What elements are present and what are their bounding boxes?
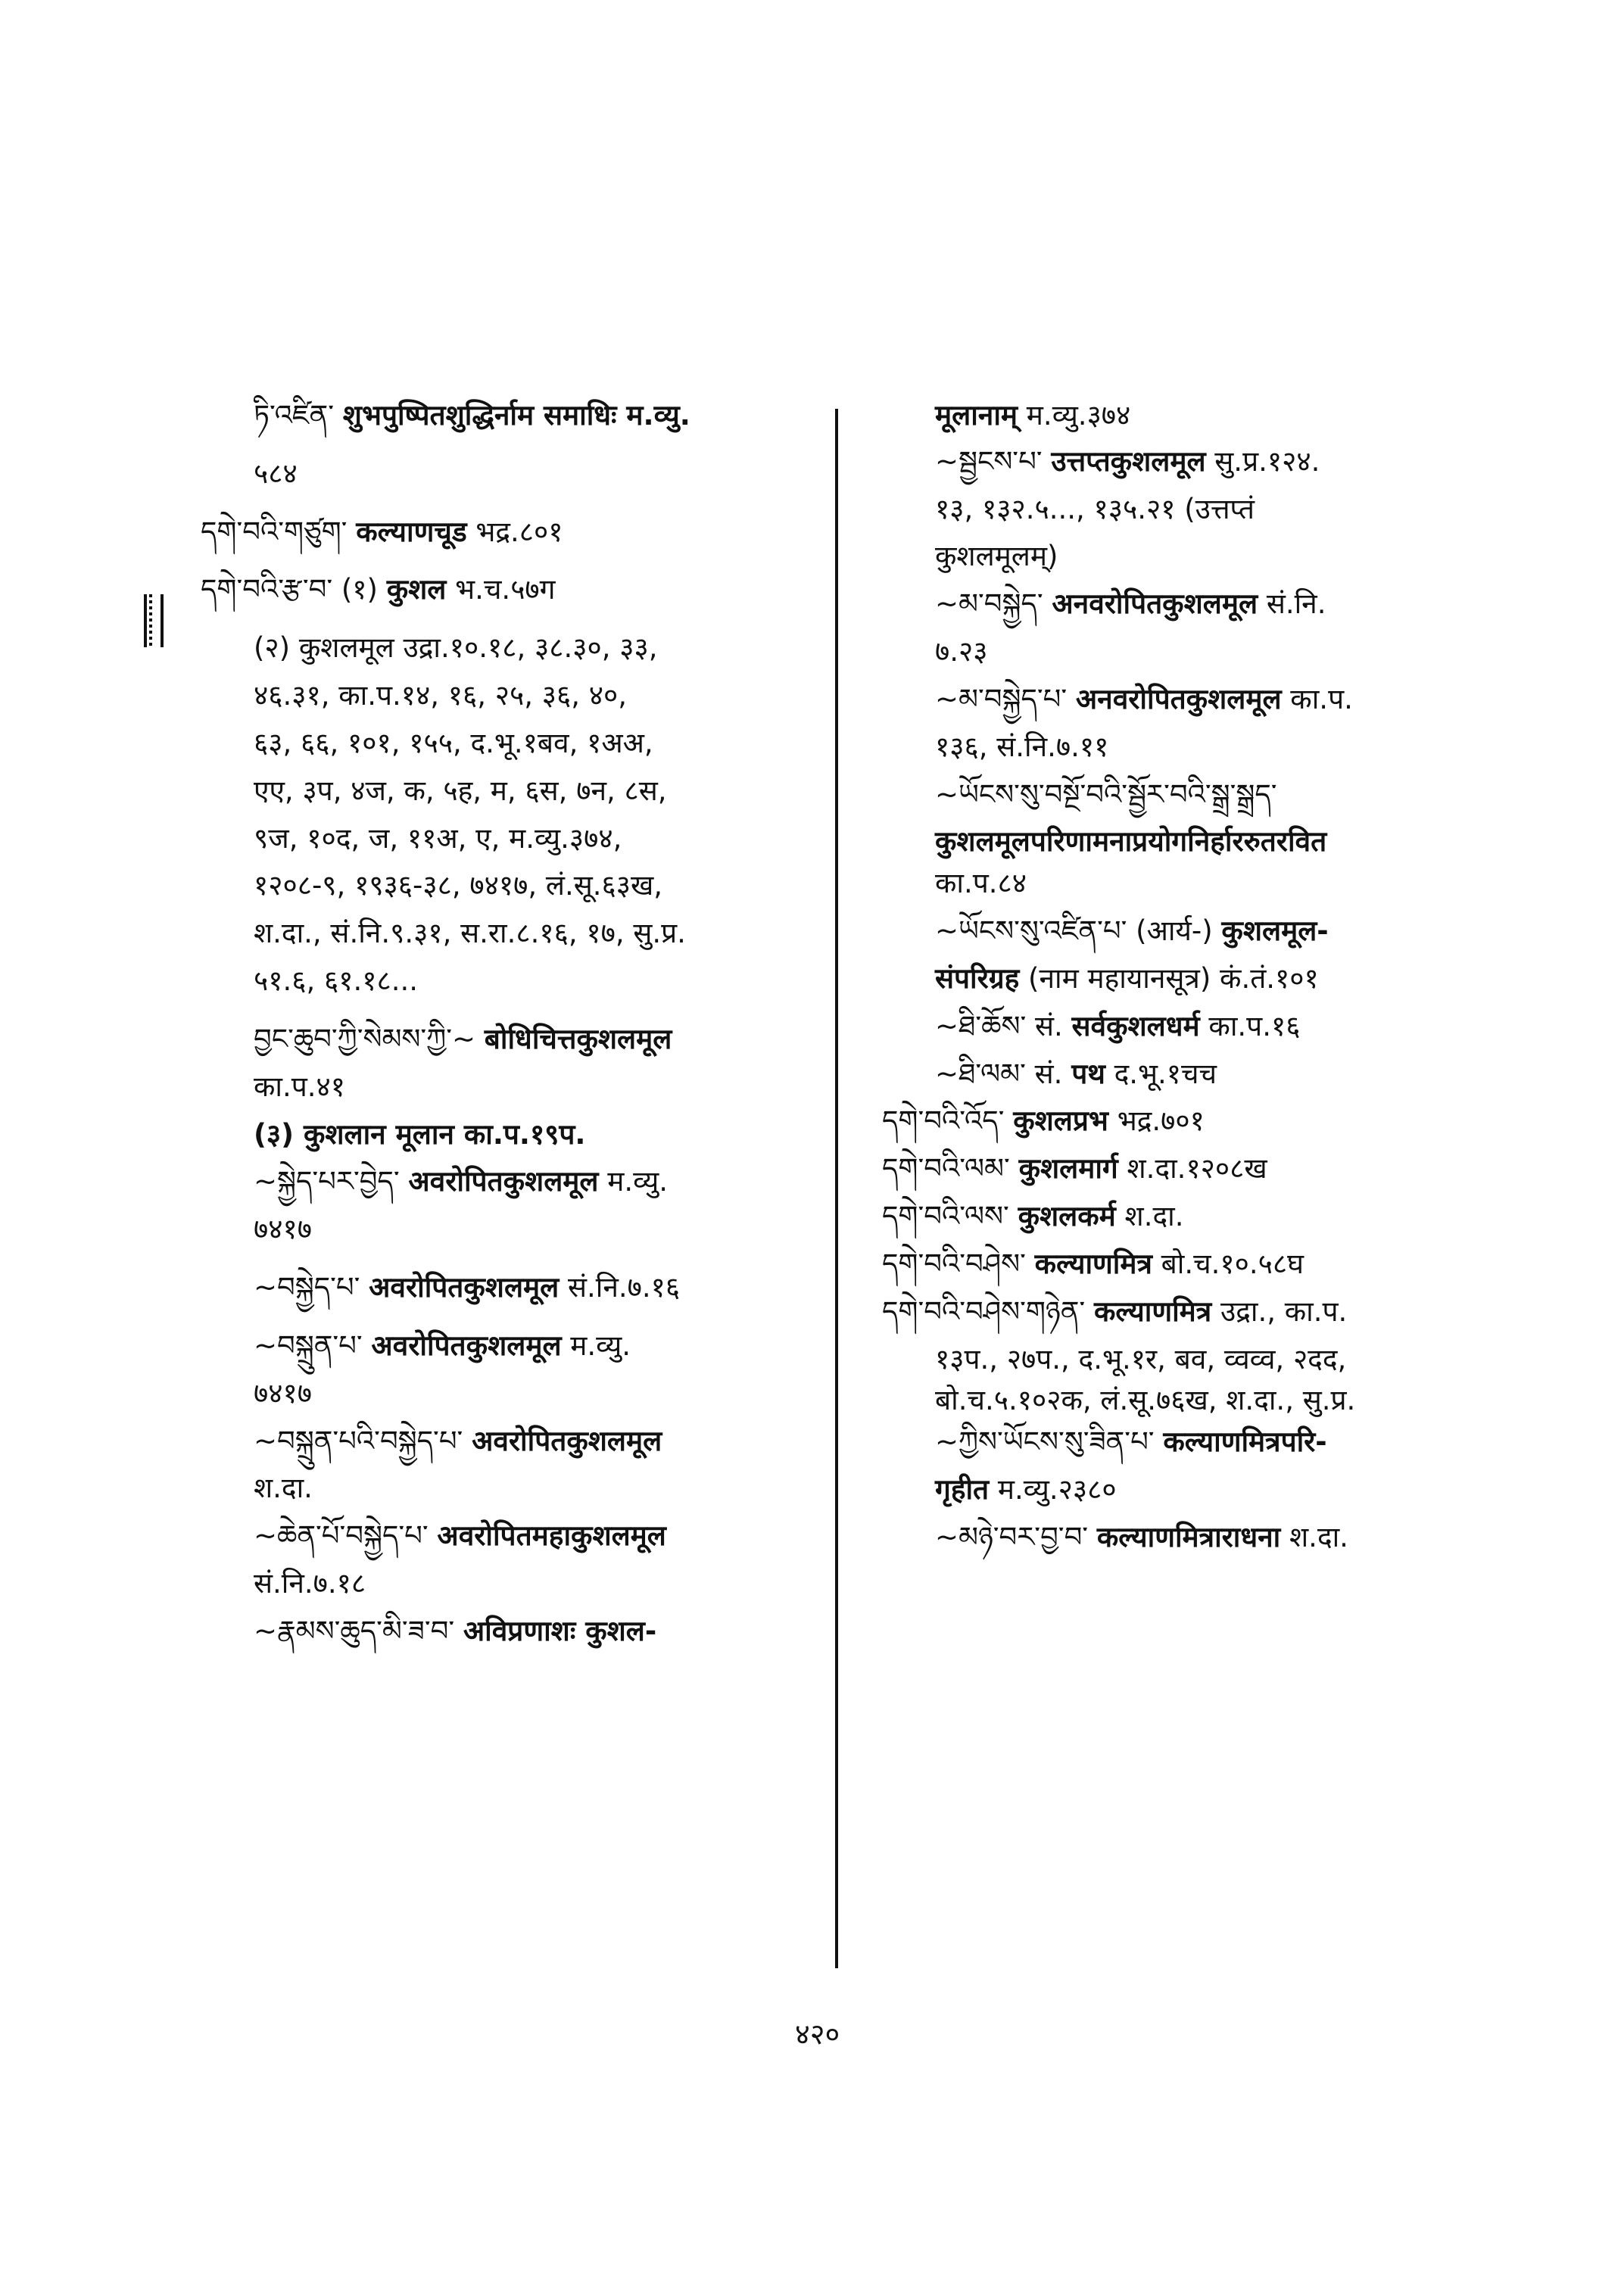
entry-line: ~རྣམས་ཆུད་མི་ཟ་བ་ अविप्रणाशः कुशल- — [254, 1614, 657, 1647]
entry-line: ~ཀྱིས་ཡོངས་སུ་ཟིན་པ་ कल्याणमित्रपरि- — [935, 1425, 1327, 1459]
entry-line: १२०८-९, १९३६-३८, ७४१७, लं.सू.६३ख, — [254, 869, 662, 902]
entry-line: का.प.४१ — [254, 1070, 346, 1103]
page-number: ४२० — [795, 2017, 840, 2051]
entry-line: १३, १३२.५..., १३५.२१ (उत्तप्तं — [935, 492, 1255, 525]
entry-line: श.दा. — [254, 1472, 313, 1505]
entry-line: ~སྦྱངས་པ་ उत्तप्तकुशलमूल सु.प्र.१२४. — [935, 444, 1320, 478]
entry-line: सं.नि.७.१८ — [254, 1567, 366, 1600]
entry-line: དགེ་བའི་ལམ་ कुशलमार्ग श.दा.१२०८ख — [882, 1152, 1267, 1185]
entry-line: ~ཐི་ལམ་ सं. पथ द.भू.१चच — [935, 1057, 1217, 1090]
entry-line: ~མ་བསྐྱེད་ अनवरोपितकुशलमूल सं.नि. — [935, 587, 1326, 621]
entry-line: ~མ་བསྐྱེད་པ་ अनवरोपितकुशलमूल का.प. — [935, 682, 1353, 715]
entry-line: ५१.६, ६१.१८... — [254, 964, 419, 998]
entry-line: ~བསྐྲུན་པའི་བསྐྱེད་པ་ अवरोपितकुशलमूल — [254, 1424, 662, 1457]
entry-line: १३प., २७प., द.भू.१र, बव, व्वव्व, २दद, — [935, 1342, 1347, 1375]
right-column — [882, 397, 1480, 1556]
entry-line: ~བསྐྲུན་པ་ अवरोपितकुशलमूल म.व्यु. — [254, 1329, 631, 1362]
entry-line: ~སྐྱེད་པར་བྱེད་ अवरोपितकुशलमूल म.व्यु. — [254, 1165, 669, 1198]
entry-line: ཏི་འཛིན་ शुभपुष्पितशुद्धिर्नाम समाधिः म.व्यु. — [254, 399, 690, 431]
entry-line: मूलानाम् म.व्यु.३७४ — [935, 399, 1131, 431]
entry-line: एए, ३प, ४ज, क, ५ह, म, ६स, ७न, ८स, — [254, 774, 667, 807]
entry-line: དགེ་བའི་འོད་ कुशलप्रभ भद्र.७०१ — [882, 1104, 1205, 1138]
entry-line: बो.च.५.१०२क, लं.सू.७६ख, श.दा., सु.प्र. — [935, 1384, 1356, 1417]
entry-line: कुशलमूलम्) — [935, 540, 1058, 573]
left-column — [201, 397, 818, 1650]
entry-line: ~ཆེན་པོ་བསྐྱེད་པ་ अवरोपितमहाकुशलमूल — [254, 1519, 666, 1553]
entry-line: ७४१७ — [254, 1376, 312, 1410]
entry-line: དགེ་བའི་བཤེས་གཉེན་ कल्याणमित्र उद्रा., का.प. — [882, 1294, 1348, 1328]
entry-line: ७४१७ — [254, 1213, 312, 1246]
entry-line: ~ཐི་ཆོས་ सं. सर्वकुशलधर्म का.प.१६ — [935, 1009, 1301, 1042]
entry-line: ९ज, १०द, ज, ११अ, ए, म.व्यु.३७४, — [254, 821, 622, 855]
entry-line: དགེ་བའི་རྩ་བ་ (१) कुशल भ.च.५७ग — [201, 573, 556, 606]
entry-line: ~ཡོངས་སུ་འཛིན་པ་ (आर्य-) कुशलमूल- — [935, 914, 1329, 948]
margin-marker — [144, 594, 164, 647]
entry-line: का.प.८४ — [935, 867, 1027, 900]
entry-line: (३) कुशलान मूलान का.प.१९प. — [254, 1117, 586, 1151]
entry-line: དགེ་བའི་གཙུག་ कल्याणचूड भद्र.८०१ — [201, 515, 563, 548]
entry-line: ~བསྐྱེད་པ་ अवरोपितकुशलमूल सं.नि.७.१६ — [254, 1271, 681, 1304]
entry-line: श.दा., सं.नि.९.३१, स.रा.८.१६, १७, सु.प्र. — [254, 917, 686, 950]
column-divider — [835, 409, 838, 1968]
entry-line: कुशलमूलपरिणामनाप्रयोगनिर्हाररुतरवित — [935, 825, 1327, 858]
entry-line: ६३, ६६, १०१, १५५, द.भू.१बव, १अअ, — [254, 726, 653, 759]
entry-line: १३६, सं.नि.७.११ — [935, 730, 1109, 763]
entry-line: गृहीत म.व्यु.२३८० — [935, 1473, 1117, 1506]
entry-line: संपरिग्रह (नाम महायानसूत्र) कं.तं.१०१ — [935, 961, 1319, 995]
entry-line: བྱང་ཆུབ་ཀྱི་སེམས་ཀྱི་~ बोधिचित्तकुशलमूल — [254, 1022, 672, 1055]
entry-line: ५८४ — [254, 456, 298, 490]
entry-line: དགེ་བའི་ལས་ कुशलकर्म श.दा. — [882, 1200, 1184, 1233]
entry-line: ~མཉེ་བར་བྱ་བ་ कल्याणमित्राराधना श.दा. — [935, 1520, 1348, 1553]
entry-line: ४६.३१, का.प.१४, १६, २५, ३६, ४०, — [254, 679, 628, 712]
entry-line: དགེ་བའི་བཤེས་ कल्याणमित्र बो.च.१०.५८घ — [882, 1247, 1304, 1280]
entry-line: ७.२३ — [935, 635, 988, 668]
entry-line: (२) कुशलमूल उद्रा.१०.१८, ३८.३०, ३३, — [254, 631, 658, 665]
entry-line: ~ཡོངས་སུ་བསྔོ་བའི་སྦྱོར་བའི་སྒྲ་སྒྲད་ — [935, 777, 1277, 811]
